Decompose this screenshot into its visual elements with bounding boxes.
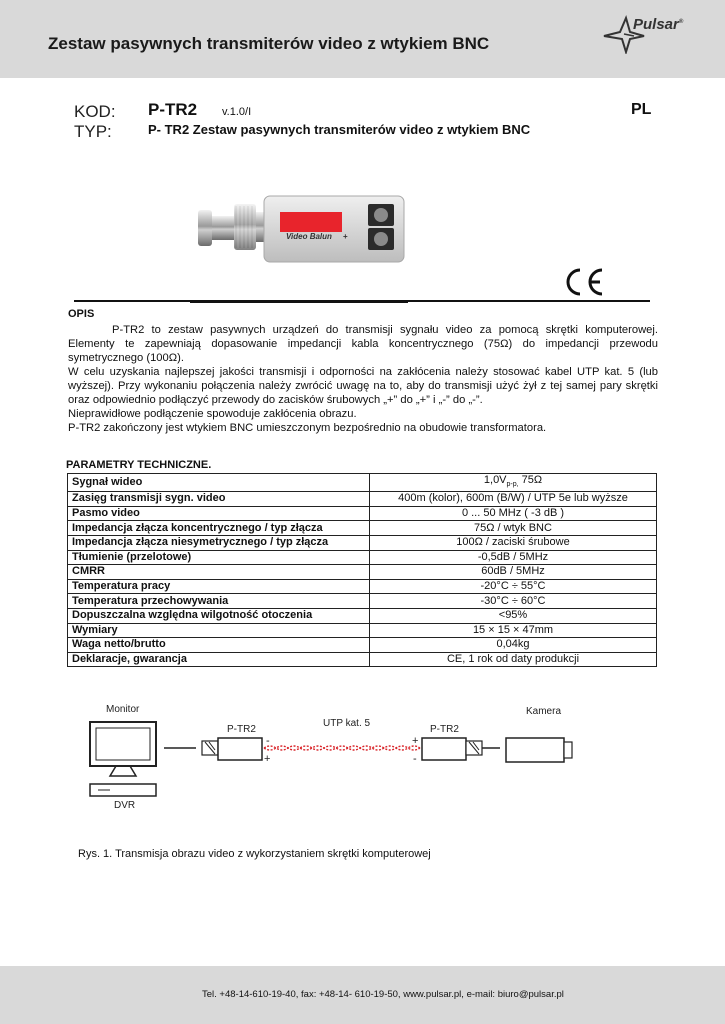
description-paragraph: W celu uzyskania najlepszej jakości transmisji i odporności na zakłócenia należy stosować kabel UTP kat. 5 (lub wyższej). Przy wykonaniu połączenia należy zwrócić uwagę na to, aby do transmisji użyć żył z tej samej pary skrętki oraz odpowiednio podłączyć przewody do zacisków śrubowych „+” do „+” i „-” do „-”. (68, 366, 658, 406)
param-name: Dopuszczalna względna wilgotność otoczenia (68, 608, 370, 623)
figure-caption: Rys. 1. Transmisja obrazu video z wykorzystaniem skrętki komputerowej (78, 848, 431, 860)
kod-label: KOD: (74, 102, 116, 121)
param-name: Impedancja złącza niesymetrycznego / typ złącza (68, 535, 370, 550)
left-device-label: P-TR2 (227, 724, 256, 735)
param-value: 0 ... 50 MHz ( -3 dB ) (370, 506, 657, 521)
param-name: CMRR (68, 565, 370, 580)
dvr-label: DVR (114, 800, 136, 811)
monitor-icon (90, 722, 156, 776)
table-row (68, 638, 657, 653)
table-row (68, 521, 657, 536)
param-name: Waga netto/brutto (68, 638, 370, 653)
param-value: 0,04kg (370, 638, 657, 653)
description-paragraph: P-TR2 zakończony jest wtykiem BNC umieszczonym bezpośrednio na obudowie transformatora. (68, 422, 547, 434)
logo-wordmark: Pulsar® (633, 16, 684, 33)
left-plus-terminal: + (264, 753, 271, 765)
right-minus-terminal: - (413, 753, 417, 765)
table-row (68, 565, 657, 580)
param-value: $1,0V_{p-p,}$ 75Ω (370, 474, 657, 492)
table-row (68, 492, 657, 507)
ce-mark-icon (560, 266, 606, 298)
description-paragraph: P-TR2 to zestaw pasywnych urządzeń do transmisji sygnału video za pomocą skrętki komputerowej. Elementy te zapewniają dopasowanie impedancji kabla koncentrycznego (75Ω) do impedancji przewodu symetrycznego (100Ω). (68, 324, 658, 364)
parameters-table (67, 473, 657, 667)
param-value: 100Ω / zaciski śrubowe (370, 535, 657, 550)
right-device-label: P-TR2 (430, 724, 459, 735)
param-value: 75Ω / wtyk BNC (370, 521, 657, 536)
param-name: Temperatura przechowywania (68, 594, 370, 609)
param-value: <95% (370, 608, 657, 623)
left-minus-terminal: - (266, 735, 270, 747)
param-value: 60dB / 5MHz (370, 565, 657, 580)
description-heading: OPIS (68, 308, 95, 320)
table-row (68, 652, 657, 667)
param-name: Pasmo video (68, 506, 370, 521)
dvr-icon (90, 784, 156, 796)
cable-label: UTP kat. 5 (323, 718, 371, 729)
product-code: P-TR2 (148, 100, 198, 119)
table-row (68, 579, 657, 594)
footer-contact: Tel. +48-14-610-19-40, fax: +48-14- 610-19-50, www.pulsar.pl, e-mail: biuro@pulsar.pl (202, 989, 564, 1000)
table-row (68, 608, 657, 623)
param-value: -20°C ÷ 55°C (370, 579, 657, 594)
table-row (68, 550, 657, 565)
language-code: PL (631, 101, 652, 118)
connection-diagram (70, 700, 670, 820)
utp-twisted-pair (264, 746, 420, 750)
description-text (68, 323, 658, 435)
param-name: Temperatura pracy (68, 579, 370, 594)
product-type: P- TR2 Zestaw pasywnych transmiterów video z wtykiem BNC (148, 122, 531, 137)
parameters-heading: PARAMETRY TECHNICZNE. (66, 459, 212, 471)
right-plus-terminal: + (412, 735, 419, 747)
table-row (68, 506, 657, 521)
monitor-label: Monitor (106, 704, 140, 715)
photo-plus-sign: + (343, 232, 348, 241)
param-name: Zasięg transmisji sygn. video (68, 492, 370, 507)
param-name: Impedancja złącza koncentrycznego / typ złącza (68, 521, 370, 536)
left-balun-icon (202, 738, 262, 760)
photo-label: Video Balun (286, 232, 332, 241)
param-value: -30°C ÷ 60°C (370, 594, 657, 609)
version-label: v.1.0/I (222, 106, 252, 118)
param-value: CE, 1 rok od daty produkcji (370, 652, 657, 667)
table-row (68, 474, 657, 492)
page-title: Zestaw pasywnych transmiterów video z wtykiem BNC (48, 34, 490, 53)
right-balun-icon (422, 738, 482, 760)
param-name: Wymiary (68, 623, 370, 638)
table-row (68, 623, 657, 638)
param-value: 15 × 15 × 47mm (370, 623, 657, 638)
typ-label: TYP: (74, 122, 112, 141)
section-divider-accent (190, 302, 408, 303)
param-value: 400m (kolor), 600m (B/W) / UTP 5e lub wyższe (370, 492, 657, 507)
camera-label: Kamera (526, 706, 562, 717)
param-value: -0,5dB / 5MHz (370, 550, 657, 565)
param-name: Sygnał wideo (68, 474, 370, 492)
table-row (68, 594, 657, 609)
product-photo (196, 190, 406, 270)
table-row (68, 535, 657, 550)
param-name: Tłumienie (przelotowe) (68, 550, 370, 565)
description-paragraph: Nieprawidłowe podłączenie spowoduje zakłócenia obrazu. (68, 408, 357, 420)
camera-icon (506, 738, 572, 762)
param-name: Deklaracje, gwarancja (68, 652, 370, 667)
